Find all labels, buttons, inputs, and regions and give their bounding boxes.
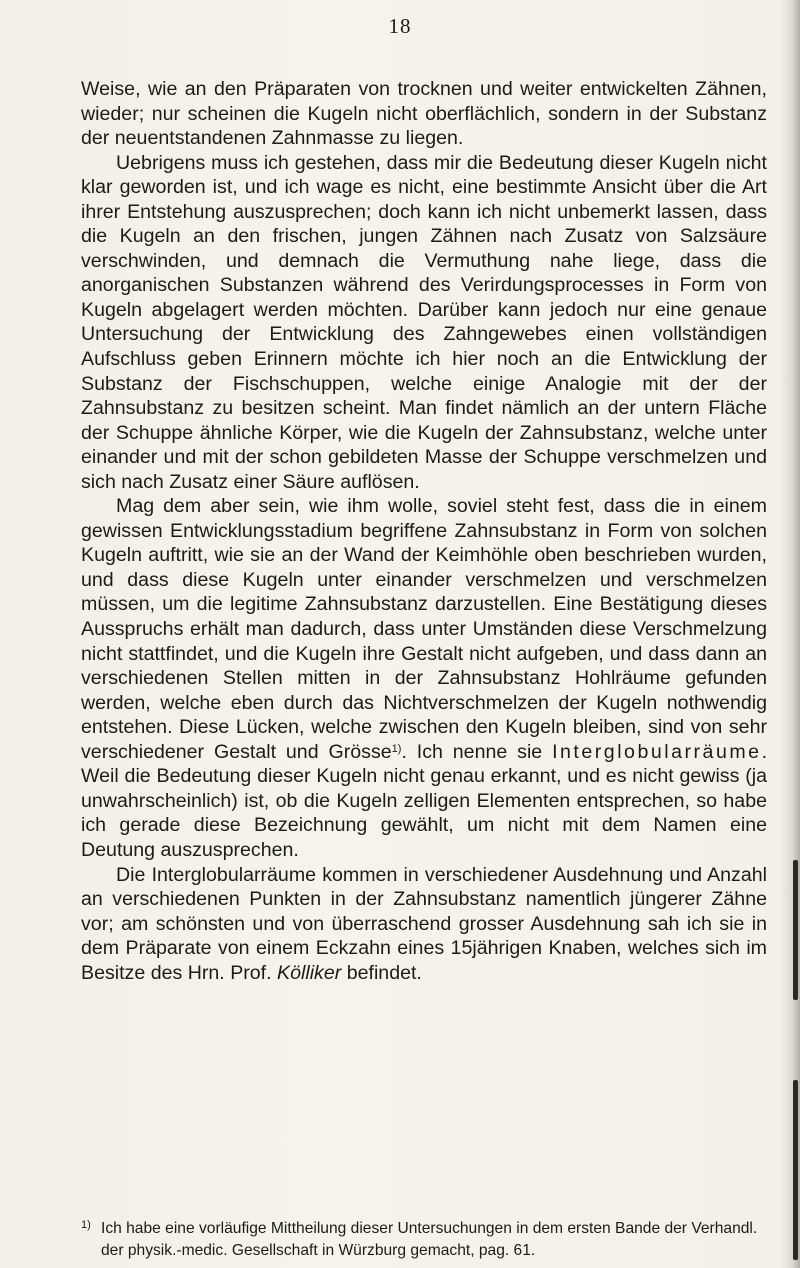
paragraph-2: Uebrigens muss ich gestehen, dass mir die Bedeutung dieser Kugeln nicht klar geworden ist, und ich wage es nicht, eine bestimmte Ansicht über die Art ihrer Entstehung auszusprechen; doch kann ich nicht unbemerkt lassen, dass die Kugeln an den frischen, jungen Zähnen nach Zusatz von Salzsäure verschwinden, und demnach die Vermuthung nahe liege, dass die anorganischen Substanzen während des Verirdungsprocesses in Form von Kugeln abgelagert werden möchten. Darüber kann jedoch nur eine genaue Untersuchung der Entwicklung des Zahngewebes einen vollständigen Aufschluss geben Erinnern möchte ich hier noch an die Entwicklung der Substanz der Fischschuppen, welche einige Analogie mit der der Zahnsubstanz zu besitzen scheint. Man findet nämlich an der untern Fläche der Schuppe ähnliche Körper, wie die Kugeln der Zahnsubstanz, welche unter einander und mit der schon gebildeten Masse der Schuppe verschmelzen und sich nach Zusatz einer Säure auflösen. xyxy=(81,151,767,493)
paragraph-3-text-a: Mag dem aber sein, wie ihm wolle, soviel steht fest, dass die in einem gewissen Entwicklungsstadium begriffene Zahnsubstanz in Form von solchen Kugeln auftritt, wie sie an der Wand der Keimhöhle oben beschrieben wurden, und dass diese Kugeln unter einander verschmelzen und verschmelzen müssen, um die legitime Zahnsubstanz darzustellen. Eine Bestätigung dieses Ausspruchs erhält man dadurch, dass unter Umständen diese Verschmelzung nicht stattfindet, und die Kugeln ihre Gestalt nicht aufgeben, und dass dann an verschiedenen Stellen mitten in der Zahnsubstanz Hohlräume gefunden werden, welche eben durch das Nichtverschmelzen der Kugeln nothwendig entstehen. Diese Lücken, welche zwischen den Kugeln bleiben, sind von sehr verschiedener Gestalt und Grösse xyxy=(81,495,767,763)
paragraph-1: Weise, wie an den Präparaten von trocknen und weiter entwickelten Zähnen, wieder; nur scheinen die Kugeln nicht oberflächlich, sondern in der Substanz der neuentstandenen Zahnmasse zu liegen. xyxy=(81,78,767,150)
paragraph-4 xyxy=(81,863,767,986)
footnote xyxy=(81,1218,767,1262)
spaced-term: Interglobularräume xyxy=(552,740,762,763)
page-number: 18 xyxy=(388,14,412,38)
paragraph-3 xyxy=(81,494,767,862)
footnote-text: Ich habe eine vorläufige Mittheilung dieser Untersuchungen in dem ersten Bande der Verhandl. der physik.-medic. Gesellschaft in Würzburg gemacht, pag. 61. xyxy=(101,1220,758,1259)
paragraph-3-text-b: . Ich nenne sie xyxy=(401,740,553,763)
footnote-reference: 1) xyxy=(391,742,402,755)
paragraph-4-text-b: befindet. xyxy=(341,961,422,984)
paragraph-4-text-a: Die Interglobularräume kommen in verschiedener Ausdehnung und Anzahl an verschiedenen Punkten in der Zahnsubstanz namentlich jüngerer Zähne vor; am schönsten und von überraschend grosser Ausdehnung sah ich sie in dem Präparate von einem Eckzahn eines 15jährigen Knaben, welches sich im Besitze des Hrn. Prof. xyxy=(81,863,767,984)
body-text xyxy=(81,77,767,985)
footnote-mark: 1) xyxy=(81,1219,91,1231)
page-edge-shadow xyxy=(780,0,800,1268)
binding-edge-mark xyxy=(793,1080,798,1260)
footnotes xyxy=(81,1218,767,1262)
binding-edge-mark xyxy=(793,860,798,1000)
author-name: Kölliker xyxy=(277,961,342,984)
paragraph-3-text-c: . Weil die Bedeutung dieser Kugeln nicht genau erkannt, und es nicht gewiss (ja unwahrscheinlich) ist, ob die Kugeln zelligen Elementen entsprechen, so habe ich gerade diese Bezeichnung gewählt, um nicht mit dem Namen eine Deutung auszusprechen. xyxy=(81,740,768,861)
